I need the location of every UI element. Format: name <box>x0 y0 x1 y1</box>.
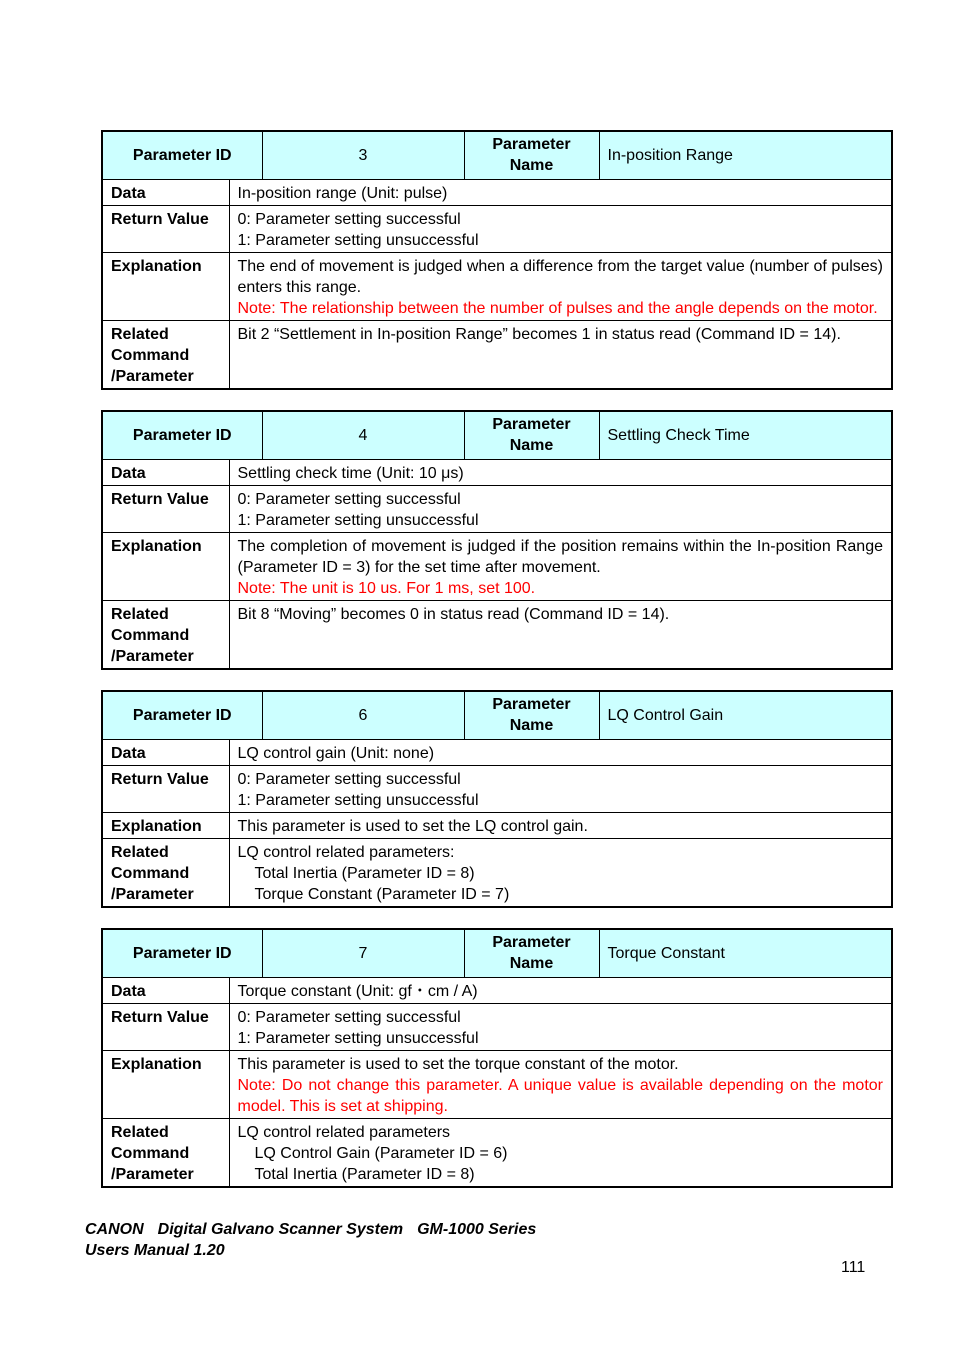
explanation-label: Explanation <box>102 252 229 320</box>
return-value-label: Return Value <box>102 765 229 812</box>
explanation-note: Note: The unit is 10 us. For 1 ms, set 100. <box>237 579 536 597</box>
param-table-7 <box>101 928 891 1188</box>
parameter-name-value: Torque Constant <box>599 929 892 977</box>
page-number: 111 <box>841 1259 866 1276</box>
related-label: Related Command /Parameter <box>102 600 229 669</box>
parameter-id-label: Parameter ID <box>102 691 262 739</box>
explanation-label: Explanation <box>102 812 229 838</box>
data-value: In-position range (Unit: pulse) <box>229 179 892 205</box>
param-table-6 <box>101 690 891 908</box>
data-label: Data <box>102 179 229 205</box>
return-value-label: Return Value <box>102 1003 229 1050</box>
footer-brand: CANON <box>85 1221 144 1238</box>
return-value-text: 0: Parameter setting successful 1: Parameter setting unsuccessful <box>229 1003 892 1050</box>
related-text: LQ control related parameters LQ Control Gain (Parameter ID = 6) Total Inertia (Parameter ID = 8) <box>229 1118 892 1187</box>
parameter-name-label: Parameter Name <box>464 411 599 459</box>
related-label: Related Command /Parameter <box>102 320 229 389</box>
return-value-text: 0: Parameter setting successful 1: Parameter setting unsuccessful <box>229 485 892 532</box>
parameter-name-value: Settling Check Time <box>599 411 892 459</box>
return-value-text: 0: Parameter setting successful 1: Parameter setting unsuccessful <box>229 765 892 812</box>
data-label: Data <box>102 739 229 765</box>
parameter-id-value: 3 <box>262 131 464 179</box>
parameter-name-label: Parameter Name <box>464 131 599 179</box>
explanation-note: Note: Do not change this parameter. A unique value is available depending on the motor model. This is set at shipping. <box>237 1076 883 1115</box>
related-label: Related Command /Parameter <box>102 1118 229 1187</box>
explanation-text: The end of movement is judged when a difference from the target value (number of pulses) enters this range. Note: The relationship between the number of pulses and the angle depends on the motor. <box>229 252 892 320</box>
page-footer <box>85 1219 536 1261</box>
data-label: Data <box>102 977 229 1003</box>
related-text: Bit 8 “Moving” becomes 0 in status read (Command ID = 14). <box>229 600 892 669</box>
return-value-label: Return Value <box>102 485 229 532</box>
data-value: Torque constant (Unit: gf・cm / A) <box>229 977 892 1003</box>
related-text: LQ control related parameters: Total Inertia (Parameter ID = 8) Torque Constant (Parameter ID = 7) <box>229 838 892 907</box>
footer-line-1 <box>85 1219 536 1240</box>
explanation-text: The completion of movement is judged if the position remains within the In-position Range (Parameter ID = 3) for the set time after movement. Note: The unit is 10 us. For 1 ms, set 100. <box>229 532 892 600</box>
explanation-text: This parameter is used to set the torque constant of the motor. Note: Do not change this parameter. A unique value is available depending on the motor model. This is set at shipping. <box>229 1050 892 1118</box>
param-table-3 <box>101 130 891 390</box>
explanation-text: This parameter is used to set the LQ control gain. <box>229 812 892 838</box>
footer-series: GM-1000 Series <box>417 1221 537 1238</box>
parameter-id-label: Parameter ID <box>102 411 262 459</box>
parameter-id-label: Parameter ID <box>102 929 262 977</box>
explanation-note: Note: The relationship between the number of pulses and the angle depends on the motor. <box>237 299 878 317</box>
footer-product: Digital Galvano Scanner System <box>157 1221 404 1238</box>
related-label: Related Command /Parameter <box>102 838 229 907</box>
parameter-name-label: Parameter Name <box>464 929 599 977</box>
related-text: Bit 2 “Settlement in In-position Range” becomes 1 in status read (Command ID = 14). <box>229 320 892 389</box>
explanation-label: Explanation <box>102 532 229 600</box>
data-value: Settling check time (Unit: 10 μs) <box>229 459 892 485</box>
data-label: Data <box>102 459 229 485</box>
param-table-4 <box>101 410 891 670</box>
parameter-id-label: Parameter ID <box>102 131 262 179</box>
footer-manual: Users Manual 1.20 <box>85 1242 225 1259</box>
parameter-name-label: Parameter Name <box>464 691 599 739</box>
explanation-label: Explanation <box>102 1050 229 1118</box>
return-value-label: Return Value <box>102 205 229 252</box>
parameter-name-value: LQ Control Gain <box>599 691 892 739</box>
parameter-id-value: 6 <box>262 691 464 739</box>
parameter-name-value: In-position Range <box>599 131 892 179</box>
parameter-id-value: 7 <box>262 929 464 977</box>
parameter-id-value: 4 <box>262 411 464 459</box>
data-value: LQ control gain (Unit: none) <box>229 739 892 765</box>
return-value-text: 0: Parameter setting successful 1: Parameter setting unsuccessful <box>229 205 892 252</box>
